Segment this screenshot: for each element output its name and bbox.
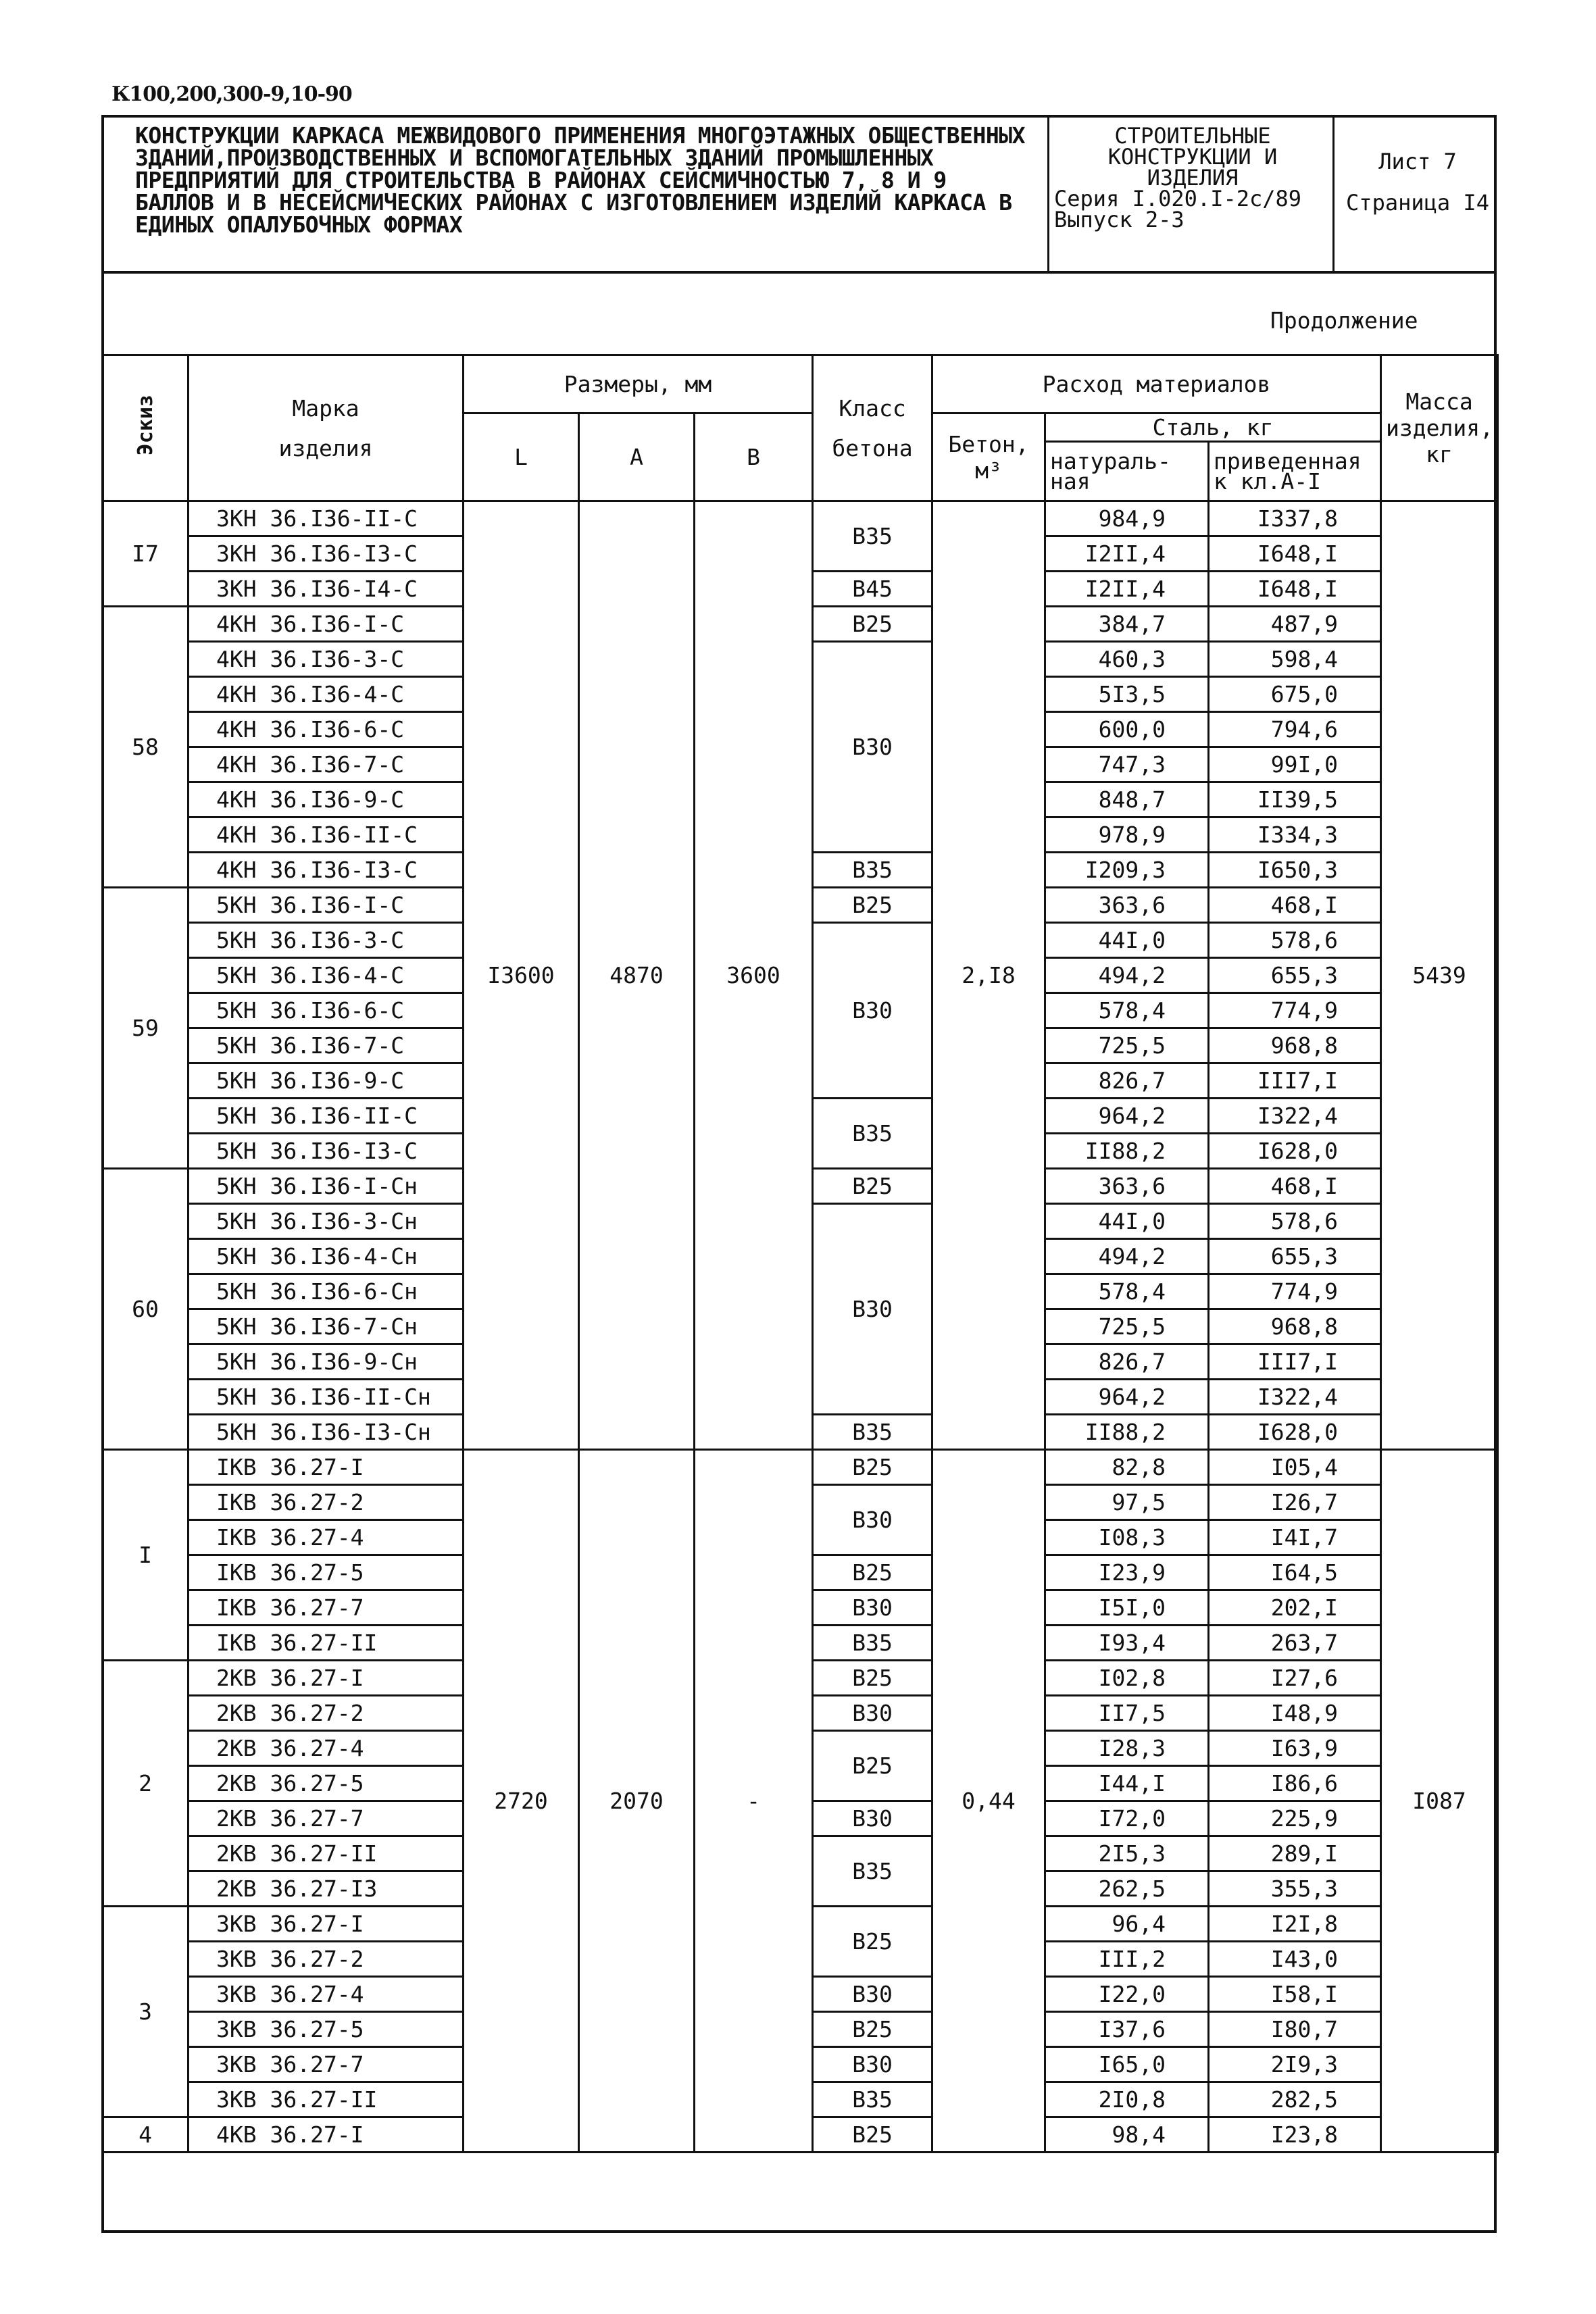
product-mark: 4КН 36.I36-I3-С: [189, 853, 464, 888]
steel-reduced: 968,8: [1209, 1309, 1381, 1344]
steel-reduced: I58,I: [1209, 1977, 1381, 2012]
steel-reduced: I86,6: [1209, 1766, 1381, 1801]
product-mark: IКВ 36.27-4: [189, 1520, 464, 1555]
concrete-class: B25: [813, 1907, 932, 1977]
steel-reduced: I27,6: [1209, 1661, 1381, 1696]
product-mark: 2КВ 36.27-I: [189, 1661, 464, 1696]
category-line: КОНСТРУКЦИИ И: [1107, 144, 1278, 170]
steel-natural: 5I3,5: [1045, 677, 1209, 712]
concrete-class: B30: [813, 2047, 932, 2082]
steel-reduced: 655,3: [1209, 1239, 1381, 1274]
product-mark: 5КН 36.I36-7-Сн: [189, 1309, 464, 1344]
concrete-class: B25: [813, 1661, 932, 1696]
product-mark: 4КН 36.I36-I-С: [189, 607, 464, 642]
sketch-number: 4: [103, 2117, 189, 2153]
steel-natural: 600,0: [1045, 712, 1209, 747]
reduced-header: приведенная к кл.А-I: [1209, 442, 1381, 501]
product-mark: 3КВ 36.27-2: [189, 1942, 464, 1977]
concrete-header: Бетон, м³: [932, 413, 1045, 501]
steel-natural: 826,7: [1045, 1063, 1209, 1099]
steel-reduced: I322,4: [1209, 1099, 1381, 1134]
concrete-class: B25: [813, 607, 932, 642]
size-b: 3600: [695, 501, 813, 1450]
concrete-class: B35: [813, 1099, 932, 1169]
product-mark: 3КВ 36.27-5: [189, 2012, 464, 2047]
steel-natural: 2I5,3: [1045, 1836, 1209, 1871]
steel-natural: II88,2: [1045, 1415, 1209, 1450]
steel-reduced: I63,9: [1209, 1731, 1381, 1766]
steel-natural: 964,2: [1045, 1099, 1209, 1134]
product-mass: I087: [1381, 1450, 1498, 2153]
sketch-number: I7: [103, 501, 189, 607]
product-mark: 3КВ 36.27-7: [189, 2047, 464, 2082]
steel-reduced: 263,7: [1209, 1626, 1381, 1661]
a-header: A: [579, 413, 695, 501]
steel-natural: 2I0,8: [1045, 2082, 1209, 2117]
steel-natural: 578,4: [1045, 993, 1209, 1028]
steel-natural: I65,0: [1045, 2047, 1209, 2082]
steel-natural: 725,5: [1045, 1309, 1209, 1344]
steel-natural: 363,6: [1045, 1169, 1209, 1204]
steel-reduced: 282,5: [1209, 2082, 1381, 2117]
sheet-block: [1339, 126, 1496, 216]
concrete-class: B25: [813, 1169, 932, 1204]
product-mark: IКВ 36.27-5: [189, 1555, 464, 1590]
steel-natural: I37,6: [1045, 2012, 1209, 2047]
product-mark: 2КВ 36.27-7: [189, 1801, 464, 1836]
steel-reduced: 968,8: [1209, 1028, 1381, 1063]
steel-natural: 826,7: [1045, 1344, 1209, 1380]
size-a: 4870: [579, 501, 695, 1450]
product-mark: 5КН 36.I36-I-С: [189, 888, 464, 923]
b-header: B: [695, 413, 813, 501]
concrete-class: B25: [813, 1731, 932, 1801]
steel-reduced: I48,9: [1209, 1696, 1381, 1731]
steel-natural: II88,2: [1045, 1134, 1209, 1169]
steel-natural: 262,5: [1045, 1871, 1209, 1907]
page-number: Страница I4: [1346, 190, 1489, 216]
steel-natural: II7,5: [1045, 1696, 1209, 1731]
steel-reduced: 99I,0: [1209, 747, 1381, 782]
product-mark: IКВ 36.27-7: [189, 1590, 464, 1626]
concrete-volume: 0,44: [932, 1450, 1045, 2153]
product-mark: 5КН 36.I36-7-С: [189, 1028, 464, 1063]
sketch-number: 3: [103, 1907, 189, 2117]
product-mark: 4КН 36.I36-7-С: [189, 747, 464, 782]
product-mark: 4КН 36.I36-3-С: [189, 642, 464, 677]
product-mass: 5439: [1381, 501, 1498, 1450]
concrete-class: B25: [813, 2117, 932, 2153]
product-mark: 4КН 36.I36-6-С: [189, 712, 464, 747]
steel-reduced: 289,I: [1209, 1836, 1381, 1871]
sketch-number: 60: [103, 1169, 189, 1450]
concrete-class: B30: [813, 1696, 932, 1731]
steel-natural: I5I,0: [1045, 1590, 1209, 1626]
concrete-class: B35: [813, 1836, 932, 1907]
specification-table: [101, 354, 1499, 2153]
steel-reduced: I648,I: [1209, 572, 1381, 607]
sheet-number: Лист 7: [1378, 149, 1457, 174]
product-mark: 4КН 36.I36-II-С: [189, 818, 464, 853]
product-mark: 4КН 36.I36-4-С: [189, 677, 464, 712]
steel-natural: 848,7: [1045, 782, 1209, 818]
concrete-class: B35: [813, 1415, 932, 1450]
mark-header: Марка изделия: [189, 355, 464, 501]
steel-natural: 494,2: [1045, 1239, 1209, 1274]
steel-reduced: 598,4: [1209, 642, 1381, 677]
steel-natural: I2II,4: [1045, 572, 1209, 607]
category-line: ИЗДЕЛИЯ: [1147, 165, 1239, 191]
steel-natural: I02,8: [1045, 1661, 1209, 1696]
steel-reduced: I4I,7: [1209, 1520, 1381, 1555]
series-label: Серия I.020.I-2с/89: [1054, 186, 1302, 211]
concrete-class: B30: [813, 1977, 932, 2012]
concrete-class: B35: [813, 501, 932, 572]
steel-natural: 725,5: [1045, 1028, 1209, 1063]
size-a: 2070: [579, 1450, 695, 2153]
steel-natural: III,2: [1045, 1942, 1209, 1977]
document-title: КОНСТРУКЦИИ КАРКАСА МЕЖВИДОВОГО ПРИМЕНЕНИЯ МНОГОЭТАЖНЫХ ОБЩЕСТВЕННЫХ ЗДАНИЙ,ПРОИЗВОДСТВЕННЫХ И ВСПОМОГАТЕЛЬНЫХ ЗДАНИЙ ПРОМЫШЛЕННЫХ ПРЕДПРИЯТИЙ ДЛЯ СТРОИТЕЛЬСТВА В РАЙОНАХ СЕЙСМИЧНОСТЬЮ 7, 8 И 9 БАЛЛОВ И В НЕСЕЙСМИЧЕСКИХ РАЙОНАХ С ИЗГОТОВЛЕНИЕМ ИЗДЕЛИЙ КАРКАСА В ЕДИНЫХ ОПАЛУБОЧНЫХ ФОРМАХ: [135, 122, 1026, 238]
category-line: СТРОИТЕЛЬНЫЕ: [1114, 123, 1271, 149]
l-header: L: [464, 413, 579, 501]
product-mark: 5КН 36.I36-II-Сн: [189, 1380, 464, 1415]
steel-natural: I22,0: [1045, 1977, 1209, 2012]
steel-natural: 98,4: [1045, 2117, 1209, 2153]
sketch-number: 59: [103, 888, 189, 1169]
steel-reduced: I334,3: [1209, 818, 1381, 853]
steel-natural: 978,9: [1045, 818, 1209, 853]
consumption-header: Расход материалов: [932, 355, 1381, 413]
steel-reduced: I2I,8: [1209, 1907, 1381, 1942]
concrete-class: B25: [813, 2012, 932, 2047]
steel-natural: 384,7: [1045, 607, 1209, 642]
steel-reduced: 655,3: [1209, 958, 1381, 993]
steel-reduced: 774,9: [1209, 1274, 1381, 1309]
sketch-number: 58: [103, 607, 189, 888]
steel-natural: 460,3: [1045, 642, 1209, 677]
steel-natural: 494,2: [1045, 958, 1209, 993]
product-mark: 4КВ 36.27-I: [189, 2117, 464, 2153]
steel-reduced: 794,6: [1209, 712, 1381, 747]
steel-natural: 82,8: [1045, 1450, 1209, 1485]
mass-header: Масса изделия, кг: [1381, 355, 1498, 501]
steel-reduced: 774,9: [1209, 993, 1381, 1028]
steel-reduced: 578,6: [1209, 1204, 1381, 1239]
steel-reduced: 202,I: [1209, 1590, 1381, 1626]
product-mark: 5КН 36.I36-4-С: [189, 958, 464, 993]
concrete-volume: 2,I8: [932, 501, 1045, 1450]
steel-reduced: 225,9: [1209, 1801, 1381, 1836]
product-mark: 5КН 36.I36-I-Сн: [189, 1169, 464, 1204]
steel-natural: I44,I: [1045, 1766, 1209, 1801]
concrete-class: B35: [813, 1626, 932, 1661]
product-mark: 5КН 36.I36-I3-С: [189, 1134, 464, 1169]
steel-reduced: I64,5: [1209, 1555, 1381, 1590]
steel-reduced: 355,3: [1209, 1871, 1381, 1907]
steel-reduced: I628,0: [1209, 1134, 1381, 1169]
product-mark: 5КН 36.I36-3-Сн: [189, 1204, 464, 1239]
product-mark: 5КН 36.I36-II-С: [189, 1099, 464, 1134]
table-row: [103, 501, 1498, 536]
product-mark: 3КН 36.I36-I3-С: [189, 536, 464, 572]
concrete-class: B30: [813, 1485, 932, 1555]
product-mark: 5КН 36.I36-6-Сн: [189, 1274, 464, 1309]
product-mark: 5КН 36.I36-9-С: [189, 1063, 464, 1099]
concrete-class: B30: [813, 1590, 932, 1626]
steel-natural: 44I,0: [1045, 1204, 1209, 1239]
product-mark: 3КВ 36.27-4: [189, 1977, 464, 2012]
product-mark: 5КН 36.I36-3-С: [189, 923, 464, 958]
title-divider: [1047, 115, 1049, 274]
concrete-class: B25: [813, 1555, 932, 1590]
steel-natural: 964,2: [1045, 1380, 1209, 1415]
product-mark: 5КН 36.I36-9-Сн: [189, 1344, 464, 1380]
product-mark: 4КН 36.I36-9-С: [189, 782, 464, 818]
sketch-number: 2: [103, 1661, 189, 1907]
steel-reduced: I650,3: [1209, 853, 1381, 888]
steel-natural: I72,0: [1045, 1801, 1209, 1836]
steel-reduced: 675,0: [1209, 677, 1381, 712]
steel-reduced: I80,7: [1209, 2012, 1381, 2047]
steel-natural: 363,6: [1045, 888, 1209, 923]
product-mark: 3КВ 36.27-II: [189, 2082, 464, 2117]
concrete-class: B45: [813, 572, 932, 607]
steel-reduced: II39,5: [1209, 782, 1381, 818]
steel-reduced: I337,8: [1209, 501, 1381, 536]
product-mark: 3КН 36.I36-I4-С: [189, 572, 464, 607]
concrete-class: B30: [813, 642, 932, 853]
steel-natural: 747,3: [1045, 747, 1209, 782]
steel-reduced: I05,4: [1209, 1450, 1381, 1485]
continued-label: Продолжение: [1270, 307, 1418, 334]
steel-reduced: I322,4: [1209, 1380, 1381, 1415]
steel-reduced: III7,I: [1209, 1344, 1381, 1380]
steel-natural: I23,9: [1045, 1555, 1209, 1590]
product-mark: 2КВ 36.27-5: [189, 1766, 464, 1801]
product-mark: IКВ 36.27-II: [189, 1626, 464, 1661]
title-divider: [1332, 115, 1335, 274]
steel-reduced: III7,I: [1209, 1063, 1381, 1099]
steel-reduced: 468,I: [1209, 888, 1381, 923]
steel-reduced: 468,I: [1209, 1169, 1381, 1204]
steel-header: Сталь, кг: [1045, 413, 1381, 442]
size-b: -: [695, 1450, 813, 2153]
product-mark: 2КВ 36.27-4: [189, 1731, 464, 1766]
sketch-header: Эскиз: [103, 355, 189, 501]
steel-reduced: 487,9: [1209, 607, 1381, 642]
sketch-number: I: [103, 1450, 189, 1661]
concrete-class: B25: [813, 888, 932, 923]
concrete-class: B25: [813, 1450, 932, 1485]
product-mark: 3КН 36.I36-II-С: [189, 501, 464, 536]
steel-natural: 984,9: [1045, 501, 1209, 536]
concrete-class: B30: [813, 1801, 932, 1836]
steel-natural: I93,4: [1045, 1626, 1209, 1661]
issue-label: Выпуск 2-3: [1054, 207, 1184, 232]
sizes-header: Размеры, мм: [464, 355, 813, 413]
length-l: I3600: [464, 501, 579, 1450]
document-code: К100,200,300-9,10-90: [111, 82, 352, 106]
product-mark: IКВ 36.27-I: [189, 1450, 464, 1485]
category-block: [1054, 123, 1331, 232]
steel-reduced: I628,0: [1209, 1415, 1381, 1450]
steel-reduced: 578,6: [1209, 923, 1381, 958]
steel-natural: 96,4: [1045, 1907, 1209, 1942]
class-header: Класс бетона: [813, 355, 932, 501]
length-l: 2720: [464, 1450, 579, 2153]
product-mark: 5КН 36.I36-I3-Сн: [189, 1415, 464, 1450]
product-mark: IКВ 36.27-2: [189, 1485, 464, 1520]
concrete-class: B30: [813, 1204, 932, 1415]
steel-reduced: I43,0: [1209, 1942, 1381, 1977]
steel-natural: 44I,0: [1045, 923, 1209, 958]
product-mark: 5КН 36.I36-4-Сн: [189, 1239, 464, 1274]
steel-natural: I28,3: [1045, 1731, 1209, 1766]
product-mark: 2КВ 36.27-2: [189, 1696, 464, 1731]
steel-natural: 578,4: [1045, 1274, 1209, 1309]
steel-natural: I08,3: [1045, 1520, 1209, 1555]
steel-reduced: I23,8: [1209, 2117, 1381, 2153]
concrete-class: B35: [813, 853, 932, 888]
steel-reduced: I648,I: [1209, 536, 1381, 572]
concrete-class: B30: [813, 923, 932, 1099]
product-mark: 5КН 36.I36-6-С: [189, 993, 464, 1028]
product-mark: 2КВ 36.27-II: [189, 1836, 464, 1871]
concrete-class: B35: [813, 2082, 932, 2117]
natural-header: натураль- ная: [1045, 442, 1209, 501]
steel-natural: I209,3: [1045, 853, 1209, 888]
steel-natural: 97,5: [1045, 1485, 1209, 1520]
product-mark: 3КВ 36.27-I: [189, 1907, 464, 1942]
product-mark: 2КВ 36.27-I3: [189, 1871, 464, 1907]
steel-natural: I2II,4: [1045, 536, 1209, 572]
steel-reduced: I26,7: [1209, 1485, 1381, 1520]
table-row: [103, 1450, 1498, 1485]
steel-reduced: 2I9,3: [1209, 2047, 1381, 2082]
